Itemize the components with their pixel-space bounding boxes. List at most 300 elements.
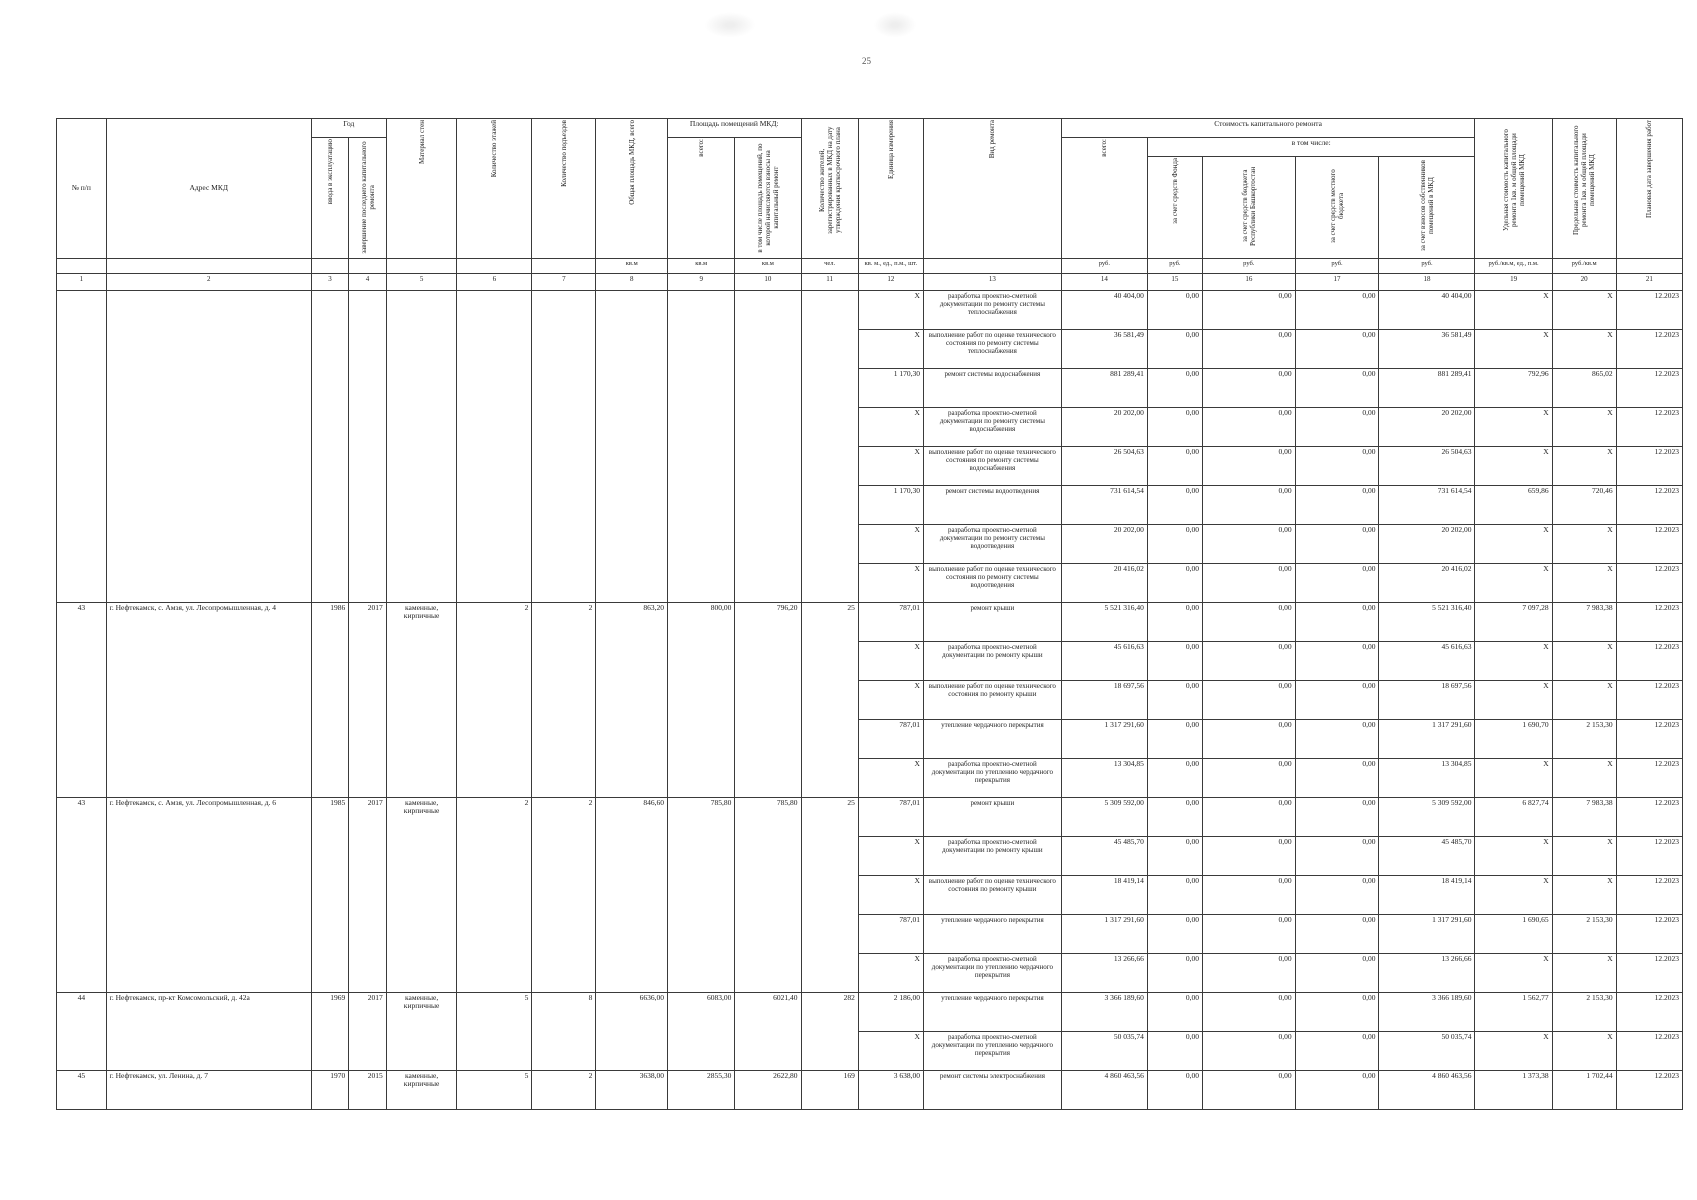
cost-fund: 0,00 xyxy=(1147,290,1202,329)
work-unit-value: X xyxy=(858,1031,923,1070)
work-type: ремонт крыши xyxy=(923,797,1061,836)
cost-rb-budget: 0,00 xyxy=(1202,368,1295,407)
work-unit-value: 1 170,30 xyxy=(858,368,923,407)
cost-rb-budget: 0,00 xyxy=(1202,719,1295,758)
cost-fund: 0,00 xyxy=(1147,485,1202,524)
cost-total: 18 697,56 xyxy=(1061,680,1147,719)
cost-local-budget: 0,00 xyxy=(1295,602,1379,641)
col-header-planned-date: Плановая дата завершения работ xyxy=(1616,119,1682,259)
unit-cell: руб. xyxy=(1379,258,1475,273)
limit-cost: X xyxy=(1552,680,1616,719)
cost-local-budget: 0,00 xyxy=(1295,992,1379,1031)
work-type: разработка проектно-сметной документации по утеплению чердачного перекрытия xyxy=(923,758,1061,797)
limit-cost: X xyxy=(1552,329,1616,368)
cost-total: 5 309 592,00 xyxy=(1061,797,1147,836)
cost-total: 1 317 291,60 xyxy=(1061,914,1147,953)
col-header-work-type: Вид ремонта xyxy=(923,119,1061,259)
cost-local-budget: 0,00 xyxy=(1295,641,1379,680)
work-unit-value: 787,01 xyxy=(858,914,923,953)
table-row xyxy=(57,797,1683,836)
limit-cost: X xyxy=(1552,446,1616,485)
planned-date: 12.2023 xyxy=(1616,758,1682,797)
unit-cell: кв.м xyxy=(668,258,735,273)
unit-cell: руб./кв.м, ед., п.м. xyxy=(1475,258,1552,273)
wall-material: каменные, кирпичные xyxy=(386,992,457,1070)
built-year: 1970 xyxy=(311,1070,349,1109)
column-number-cell: 16 xyxy=(1202,273,1295,290)
unit-cell xyxy=(311,258,349,273)
cost-rb-budget: 0,00 xyxy=(1202,563,1295,602)
unit-cell: чел. xyxy=(801,258,858,273)
cost-fund: 0,00 xyxy=(1147,563,1202,602)
scan-smudge xyxy=(870,10,920,40)
unit-cell xyxy=(386,258,457,273)
area-fee: 6021,40 xyxy=(735,992,801,1070)
cost-fund: 0,00 xyxy=(1147,407,1202,446)
cost-total: 20 202,00 xyxy=(1061,407,1147,446)
residents: 25 xyxy=(801,602,858,797)
built-year: 1969 xyxy=(311,992,349,1070)
cost-total: 3 366 189,60 xyxy=(1061,992,1147,1031)
work-unit-value: X xyxy=(858,758,923,797)
address: г. Нефтекамск, ул. Ленина, д. 7 xyxy=(106,1070,311,1109)
column-number-cell: 18 xyxy=(1379,273,1475,290)
col-header-last-repair: завершение последнего капитального ремонта xyxy=(349,138,387,259)
cost-total: 18 419,14 xyxy=(1061,875,1147,914)
column-number-cell: 7 xyxy=(532,273,596,290)
column-number-cell: 21 xyxy=(1616,273,1682,290)
cost-local-budget: 0,00 xyxy=(1295,407,1379,446)
area-fee: 785,80 xyxy=(735,797,801,992)
cost-local-budget: 0,00 xyxy=(1295,914,1379,953)
cost-fund: 0,00 xyxy=(1147,329,1202,368)
limit-cost: X xyxy=(1552,641,1616,680)
specific-cost: X xyxy=(1475,446,1552,485)
cost-total: 5 521 316,40 xyxy=(1061,602,1147,641)
column-number-cell: 11 xyxy=(801,273,858,290)
cost-owners: 45 485,70 xyxy=(1379,836,1475,875)
cost-local-budget: 0,00 xyxy=(1295,836,1379,875)
cost-rb-budget: 0,00 xyxy=(1202,680,1295,719)
address xyxy=(106,290,311,602)
column-number-cell: 5 xyxy=(386,273,457,290)
built-year: 1986 xyxy=(311,602,349,797)
entrances: 2 xyxy=(532,797,596,992)
work-type: выполнение работ по оценке технического состояния по ремонту системы водоснабжения xyxy=(923,446,1061,485)
planned-date: 12.2023 xyxy=(1616,329,1682,368)
planned-date: 12.2023 xyxy=(1616,1031,1682,1070)
cost-total: 20 202,00 xyxy=(1061,524,1147,563)
work-type: ремонт системы водоснабжения xyxy=(923,368,1061,407)
cost-rb-budget: 0,00 xyxy=(1202,641,1295,680)
cost-fund: 0,00 xyxy=(1147,836,1202,875)
scan-smudge xyxy=(700,10,760,40)
cost-total: 13 266,66 xyxy=(1061,953,1147,992)
planned-date: 12.2023 xyxy=(1616,992,1682,1031)
wall-material: каменные, кирпичные xyxy=(386,797,457,992)
last-repair-year: 2017 xyxy=(349,602,387,797)
planned-date: 12.2023 xyxy=(1616,914,1682,953)
cost-owners: 3 366 189,60 xyxy=(1379,992,1475,1031)
work-unit-value: X xyxy=(858,290,923,329)
row-num: 44 xyxy=(57,992,107,1070)
cost-local-budget: 0,00 xyxy=(1295,1031,1379,1070)
planned-date: 12.2023 xyxy=(1616,953,1682,992)
specific-cost: X xyxy=(1475,563,1552,602)
cost-rb-budget: 0,00 xyxy=(1202,485,1295,524)
limit-cost: 7 983,38 xyxy=(1552,797,1616,836)
wall-material: каменные, кирпичные xyxy=(386,602,457,797)
cost-total: 50 035,74 xyxy=(1061,1031,1147,1070)
unit-cell xyxy=(57,258,107,273)
wall-material: каменные, кирпичные xyxy=(386,1070,457,1109)
floors: 5 xyxy=(457,992,532,1070)
cost-rb-budget: 0,00 xyxy=(1202,992,1295,1031)
planned-date: 12.2023 xyxy=(1616,563,1682,602)
row-num xyxy=(57,290,107,602)
work-unit-value: X xyxy=(858,407,923,446)
limit-cost: 2 153,30 xyxy=(1552,914,1616,953)
last-repair-year: 2017 xyxy=(349,797,387,992)
cost-total: 881 289,41 xyxy=(1061,368,1147,407)
limit-cost: X xyxy=(1552,758,1616,797)
area-fee: 796,20 xyxy=(735,602,801,797)
work-type: ремонт системы электроснабжения xyxy=(923,1070,1061,1109)
work-unit-value: 3 638,00 xyxy=(858,1070,923,1109)
floors: 2 xyxy=(457,797,532,992)
cost-local-budget: 0,00 xyxy=(1295,485,1379,524)
area-all: 6083,00 xyxy=(668,992,735,1070)
area-fee xyxy=(735,290,801,602)
entrances: 2 xyxy=(532,602,596,797)
column-number-cell: 14 xyxy=(1061,273,1147,290)
residents xyxy=(801,290,858,602)
work-unit-value: X xyxy=(858,563,923,602)
work-unit-value: 787,01 xyxy=(858,719,923,758)
cost-fund: 0,00 xyxy=(1147,1070,1202,1109)
specific-cost: 1 690,70 xyxy=(1475,719,1552,758)
area-all: 800,00 xyxy=(668,602,735,797)
specific-cost: X xyxy=(1475,836,1552,875)
specific-cost: 1 373,38 xyxy=(1475,1070,1552,1109)
cost-owners: 40 404,00 xyxy=(1379,290,1475,329)
cost-total: 1 317 291,60 xyxy=(1061,719,1147,758)
cost-total: 45 485,70 xyxy=(1061,836,1147,875)
work-unit-value: X xyxy=(858,641,923,680)
limit-cost: 2 153,30 xyxy=(1552,719,1616,758)
total-area: 863,20 xyxy=(596,602,668,797)
col-header-area-fee: в том числе площадь помещений, по которой начисляются взносы на капитальный ремонт xyxy=(735,138,801,259)
cost-fund: 0,00 xyxy=(1147,368,1202,407)
cost-fund: 0,00 xyxy=(1147,446,1202,485)
row-num: 43 xyxy=(57,602,107,797)
cost-owners: 18 697,56 xyxy=(1379,680,1475,719)
specific-cost: X xyxy=(1475,953,1552,992)
area-all: 785,80 xyxy=(668,797,735,992)
cost-rb-budget: 0,00 xyxy=(1202,797,1295,836)
address: г. Нефтекамск, пр-кт Комсомольский, д. 42а xyxy=(106,992,311,1070)
cost-owners: 4 860 463,56 xyxy=(1379,1070,1475,1109)
built-year: 1985 xyxy=(311,797,349,992)
col-header-entrances: Количество подъездов xyxy=(532,119,596,259)
planned-date: 12.2023 xyxy=(1616,836,1682,875)
work-unit-value: 2 186,00 xyxy=(858,992,923,1031)
work-type: ремонт крыши xyxy=(923,602,1061,641)
cost-owners: 36 581,49 xyxy=(1379,329,1475,368)
specific-cost: 1 562,77 xyxy=(1475,992,1552,1031)
column-number-cell: 4 xyxy=(349,273,387,290)
specific-cost: X xyxy=(1475,524,1552,563)
unit-cell: руб. xyxy=(1061,258,1147,273)
col-header-walls: Материал стен xyxy=(386,119,457,259)
capital-repair-table xyxy=(56,118,1683,1110)
cost-fund: 0,00 xyxy=(1147,914,1202,953)
planned-date: 12.2023 xyxy=(1616,446,1682,485)
cost-rb-budget: 0,00 xyxy=(1202,758,1295,797)
last-repair-year: 2017 xyxy=(349,992,387,1070)
cost-local-budget: 0,00 xyxy=(1295,875,1379,914)
planned-date: 12.2023 xyxy=(1616,641,1682,680)
residents: 169 xyxy=(801,1070,858,1109)
col-header-area-group: Площадь помещений МКД: xyxy=(668,119,801,138)
cost-rb-budget: 0,00 xyxy=(1202,875,1295,914)
specific-cost: X xyxy=(1475,407,1552,446)
address: г. Нефтекамск, с. Амзя, ул. Лесопромышленная, д. 6 xyxy=(106,797,311,992)
limit-cost: X xyxy=(1552,290,1616,329)
column-number-cell: 17 xyxy=(1295,273,1379,290)
cost-fund: 0,00 xyxy=(1147,719,1202,758)
col-header-num: № п/п xyxy=(57,119,107,259)
header-row-top xyxy=(57,119,1683,138)
col-header-residents: Количество жителей, зарегистрированных в МКД на дату утверждения краткосрочного плана xyxy=(801,119,858,259)
table-row xyxy=(57,290,1683,329)
planned-date: 12.2023 xyxy=(1616,680,1682,719)
specific-cost: X xyxy=(1475,758,1552,797)
col-header-address: Адрес МКД xyxy=(106,119,311,259)
cost-local-budget: 0,00 xyxy=(1295,680,1379,719)
cost-owners: 18 419,14 xyxy=(1379,875,1475,914)
column-number-cell: 6 xyxy=(457,273,532,290)
planned-date: 12.2023 xyxy=(1616,368,1682,407)
work-unit-value: X xyxy=(858,680,923,719)
limit-cost: 2 153,30 xyxy=(1552,992,1616,1031)
cost-local-budget: 0,00 xyxy=(1295,758,1379,797)
cost-owners: 20 202,00 xyxy=(1379,524,1475,563)
cost-local-budget: 0,00 xyxy=(1295,290,1379,329)
cost-fund: 0,00 xyxy=(1147,797,1202,836)
page-number: 25 xyxy=(862,56,871,66)
cost-owners: 50 035,74 xyxy=(1379,1031,1475,1070)
cost-rb-budget: 0,00 xyxy=(1202,953,1295,992)
cost-fund: 0,00 xyxy=(1147,1031,1202,1070)
col-header-limit-cost: Предельная стоимость капитального ремонта 1кв. м общей площади помещений МКД xyxy=(1552,119,1616,259)
work-unit-value: X xyxy=(858,446,923,485)
column-number-cell: 8 xyxy=(596,273,668,290)
residents: 282 xyxy=(801,992,858,1070)
cost-rb-budget: 0,00 xyxy=(1202,446,1295,485)
cost-fund: 0,00 xyxy=(1147,758,1202,797)
cost-total: 731 614,54 xyxy=(1061,485,1147,524)
work-type: утепление чердачного перекрытия xyxy=(923,719,1061,758)
total-area: 6636,00 xyxy=(596,992,668,1070)
work-type: разработка проектно-сметной документации по ремонту крыши xyxy=(923,641,1061,680)
units-row xyxy=(57,258,1683,273)
specific-cost: X xyxy=(1475,1031,1552,1070)
work-unit-value: X xyxy=(858,524,923,563)
cost-rb-budget: 0,00 xyxy=(1202,1031,1295,1070)
cost-owners: 26 504,63 xyxy=(1379,446,1475,485)
unit-cell: руб./кв.м xyxy=(1552,258,1616,273)
planned-date: 12.2023 xyxy=(1616,602,1682,641)
unit-cell xyxy=(1616,258,1682,273)
cost-local-budget: 0,00 xyxy=(1295,563,1379,602)
limit-cost: X xyxy=(1552,1031,1616,1070)
unit-cell: руб. xyxy=(1295,258,1379,273)
column-number-cell: 13 xyxy=(923,273,1061,290)
col-header-specific-cost: Удельная стоимость капитального ремонта 1кв. м общей площади помещений МКД xyxy=(1475,119,1552,259)
work-type: разработка проектно-сметной документации по ремонту системы теплоснабжения xyxy=(923,290,1061,329)
last-repair-year xyxy=(349,290,387,602)
specific-cost: 6 827,74 xyxy=(1475,797,1552,836)
col-header-year-group: Год xyxy=(311,119,386,138)
table-row xyxy=(57,602,1683,641)
cost-fund: 0,00 xyxy=(1147,602,1202,641)
col-header-local-budget: за счет средств местного бюджета xyxy=(1295,157,1379,259)
cost-rb-budget: 0,00 xyxy=(1202,290,1295,329)
limit-cost: X xyxy=(1552,875,1616,914)
work-type: выполнение работ по оценке технического состояния по ремонту системы водоотведения xyxy=(923,563,1061,602)
unit-cell: руб. xyxy=(1147,258,1202,273)
cost-owners: 5 309 592,00 xyxy=(1379,797,1475,836)
cost-owners: 731 614,54 xyxy=(1379,485,1475,524)
work-type: выполнение работ по оценке технического состояния по ремонту крыши xyxy=(923,875,1061,914)
work-unit-value: 787,01 xyxy=(858,602,923,641)
work-unit-value: 787,01 xyxy=(858,797,923,836)
unit-cell xyxy=(457,258,532,273)
work-type: выполнение работ по оценке технического состояния по ремонту крыши xyxy=(923,680,1061,719)
col-header-unit: Единица измерения xyxy=(858,119,923,259)
floors xyxy=(457,290,532,602)
unit-cell: кв.м xyxy=(596,258,668,273)
specific-cost: 792,96 xyxy=(1475,368,1552,407)
work-type: разработка проектно-сметной документации по ремонту системы водоснабжения xyxy=(923,407,1061,446)
unit-cell: кв.м xyxy=(735,258,801,273)
floors: 5 xyxy=(457,1070,532,1109)
entrances: 2 xyxy=(532,1070,596,1109)
floors: 2 xyxy=(457,602,532,797)
cost-fund: 0,00 xyxy=(1147,524,1202,563)
cost-owners: 20 202,00 xyxy=(1379,407,1475,446)
column-number-cell: 2 xyxy=(106,273,311,290)
specific-cost: X xyxy=(1475,290,1552,329)
work-type: разработка проектно-сметной документации по ремонту крыши xyxy=(923,836,1061,875)
col-header-total-area: Общая площадь МКД, всего xyxy=(596,119,668,259)
area-fee: 2622,80 xyxy=(735,1070,801,1109)
col-header-cost-total: всего: xyxy=(1061,138,1147,259)
last-repair-year: 2015 xyxy=(349,1070,387,1109)
cost-local-budget: 0,00 xyxy=(1295,1070,1379,1109)
cost-owners: 881 289,41 xyxy=(1379,368,1475,407)
column-number-cell: 15 xyxy=(1147,273,1202,290)
work-unit-value: X xyxy=(858,329,923,368)
work-type: выполнение работ по оценке технического состояния по ремонту системы теплоснабжения xyxy=(923,329,1061,368)
specific-cost: 7 097,28 xyxy=(1475,602,1552,641)
cost-rb-budget: 0,00 xyxy=(1202,524,1295,563)
row-num: 45 xyxy=(57,1070,107,1109)
cost-owners: 1 317 291,60 xyxy=(1379,719,1475,758)
cost-local-budget: 0,00 xyxy=(1295,953,1379,992)
cost-rb-budget: 0,00 xyxy=(1202,329,1295,368)
limit-cost: 7 983,38 xyxy=(1552,602,1616,641)
table-row xyxy=(57,992,1683,1031)
cost-rb-budget: 0,00 xyxy=(1202,1070,1295,1109)
cost-rb-budget: 0,00 xyxy=(1202,836,1295,875)
planned-date: 12.2023 xyxy=(1616,407,1682,446)
col-header-fund: за счет средств Фонда xyxy=(1147,157,1202,259)
planned-date: 12.2023 xyxy=(1616,719,1682,758)
cost-local-budget: 0,00 xyxy=(1295,368,1379,407)
cost-fund: 0,00 xyxy=(1147,680,1202,719)
work-type: разработка проектно-сметной документации по утеплению чердачного перекрытия xyxy=(923,1031,1061,1070)
built-year xyxy=(311,290,349,602)
cost-total: 26 504,63 xyxy=(1061,446,1147,485)
cost-fund: 0,00 xyxy=(1147,992,1202,1031)
limit-cost: 865,02 xyxy=(1552,368,1616,407)
specific-cost: X xyxy=(1475,680,1552,719)
planned-date: 12.2023 xyxy=(1616,485,1682,524)
unit-cell xyxy=(106,258,311,273)
cost-fund: 0,00 xyxy=(1147,875,1202,914)
column-number-cell: 10 xyxy=(735,273,801,290)
unit-cell xyxy=(532,258,596,273)
cost-owners: 1 317 291,60 xyxy=(1379,914,1475,953)
wall-material xyxy=(386,290,457,602)
specific-cost: 659,86 xyxy=(1475,485,1552,524)
limit-cost: X xyxy=(1552,953,1616,992)
cost-owners: 5 521 316,40 xyxy=(1379,602,1475,641)
cost-local-budget: 0,00 xyxy=(1295,329,1379,368)
cost-rb-budget: 0,00 xyxy=(1202,914,1295,953)
row-num: 43 xyxy=(57,797,107,992)
unit-cell xyxy=(349,258,387,273)
col-header-floors: Количество этажей xyxy=(457,119,532,259)
work-unit-value: X xyxy=(858,875,923,914)
col-header-commissioned: ввода в эксплуатацию xyxy=(311,138,349,259)
cost-local-budget: 0,00 xyxy=(1295,797,1379,836)
work-type: ремонт системы водоотведения xyxy=(923,485,1061,524)
unit-cell xyxy=(923,258,1061,273)
specific-cost: X xyxy=(1475,329,1552,368)
residents: 25 xyxy=(801,797,858,992)
work-unit-value: 1 170,30 xyxy=(858,485,923,524)
specific-cost: 1 690,65 xyxy=(1475,914,1552,953)
planned-date: 12.2023 xyxy=(1616,290,1682,329)
col-header-area-all: всего: xyxy=(668,138,735,259)
unit-cell: руб. xyxy=(1202,258,1295,273)
cost-owners: 13 304,85 xyxy=(1379,758,1475,797)
work-type: утепление чердачного перекрытия xyxy=(923,992,1061,1031)
limit-cost: 720,46 xyxy=(1552,485,1616,524)
area-all xyxy=(668,290,735,602)
limit-cost: X xyxy=(1552,836,1616,875)
table-row xyxy=(57,1070,1683,1109)
limit-cost: X xyxy=(1552,407,1616,446)
entrances xyxy=(532,290,596,602)
column-number-cell: 3 xyxy=(311,273,349,290)
cost-rb-budget: 0,00 xyxy=(1202,407,1295,446)
column-numbers-row xyxy=(57,273,1683,290)
column-number-cell: 12 xyxy=(858,273,923,290)
